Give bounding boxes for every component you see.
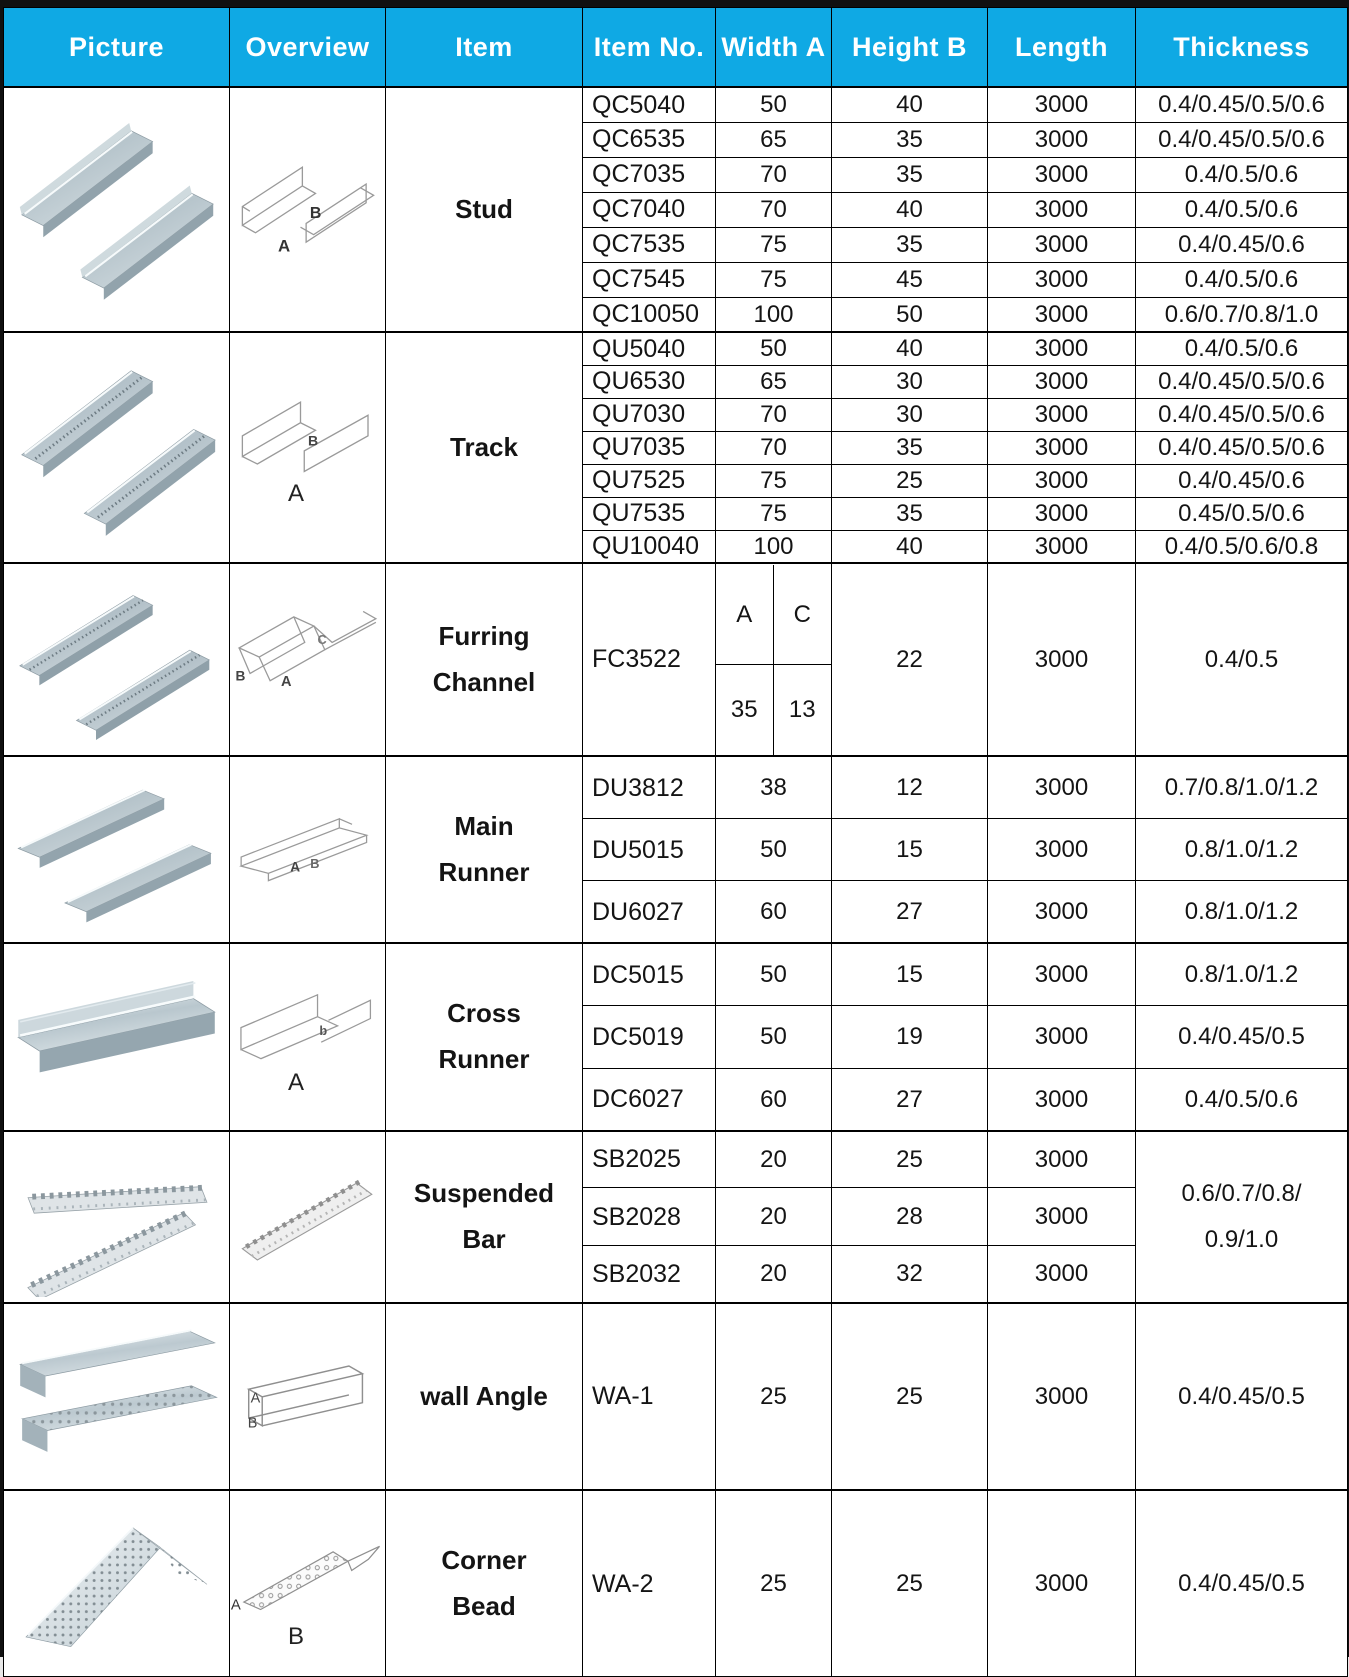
cell-height-b: 22 — [832, 563, 988, 756]
cell-thickness: 0.4/0.45/0.6 — [1136, 227, 1348, 262]
col-header-picture: Picture — [4, 8, 230, 88]
overview-label-c: C — [317, 632, 327, 648]
table-row — [4, 563, 1348, 756]
cell-item-no: DU5015 — [583, 819, 716, 881]
cell-item-no: FC3522 — [583, 563, 716, 756]
table-row — [4, 332, 1348, 365]
cell-thickness: 0.4/0.45/0.5/0.6 — [1136, 365, 1348, 398]
cell-height-b: 25 — [832, 1490, 988, 1677]
stud-overview-drawing — [233, 148, 383, 266]
header-row — [4, 8, 1348, 88]
col-header-overview: Overview — [230, 8, 386, 88]
cell-item-no: DC6027 — [583, 1068, 716, 1130]
cell-length: 3000 — [988, 1188, 1136, 1245]
cell-length: 3000 — [988, 1490, 1136, 1677]
table-row — [4, 1490, 1348, 1677]
cell-length: 3000 — [988, 943, 1136, 1005]
cell-height-b: 25 — [832, 464, 988, 497]
cell-thickness: 0.4/0.45/0.5 — [1136, 1303, 1348, 1490]
cell-item-no: QU7535 — [583, 497, 716, 530]
cell-thickness: 0.8/1.0/1.2 — [1136, 881, 1348, 943]
cell-width-a: 50 — [716, 1006, 832, 1068]
cell-width-a-subtable — [716, 563, 832, 756]
section-suspended-bar — [4, 1131, 1348, 1303]
corner-bead-photo-image — [12, 1491, 222, 1671]
overview-label-a: A — [250, 1390, 261, 1407]
cell-length: 3000 — [988, 1303, 1136, 1490]
cell-height-b: 30 — [832, 398, 988, 431]
cell-item-no: QC7545 — [583, 262, 716, 297]
cell-height-b: 35 — [832, 431, 988, 464]
wall-angle-photo — [4, 1303, 230, 1490]
col-header-height-b: Height B — [832, 8, 988, 88]
overview-label-b: B — [235, 668, 246, 684]
cell-item-no: QC5040 — [583, 87, 716, 122]
cell-height-b: 40 — [832, 530, 988, 563]
table-header — [4, 8, 1348, 88]
col-header-thickness: Thickness — [1136, 8, 1348, 88]
col-header-item: Item — [386, 8, 583, 88]
cell-height-b: 50 — [832, 297, 988, 332]
main-runner-photo — [4, 756, 230, 943]
track-photo-image — [12, 347, 222, 543]
wall-angle-overview — [230, 1303, 386, 1490]
cell-height-b: 30 — [832, 365, 988, 398]
stud-overview — [230, 87, 386, 332]
cell-length: 3000 — [988, 122, 1136, 157]
cell-height-b: 45 — [832, 262, 988, 297]
stud-photo — [4, 87, 230, 332]
cell-item-no: SB2028 — [583, 1188, 716, 1245]
overview-label-b: b — [319, 1022, 328, 1038]
cell-length: 3000 — [988, 192, 1136, 227]
overview-caption-a: A — [288, 480, 305, 508]
cell-width-a: 50 — [716, 819, 832, 881]
item-name: Stud — [386, 87, 583, 332]
wall-angle-photo-image — [12, 1304, 222, 1484]
cell-item-no: QU7035 — [583, 431, 716, 464]
item-name: Suspended Bar — [386, 1131, 583, 1303]
cell-height-b: 12 — [832, 756, 988, 818]
cell-length: 3000 — [988, 87, 1136, 122]
cell-height-b: 15 — [832, 943, 988, 1005]
overview-label-b: B — [247, 1415, 258, 1432]
overview-caption-b: B — [288, 1623, 305, 1651]
cell-width-a: 20 — [716, 1188, 832, 1245]
cell-length: 3000 — [988, 227, 1136, 262]
cell-width-a: 25 — [716, 1490, 832, 1677]
cell-height-b: 40 — [832, 87, 988, 122]
cell-thickness: 0.4/0.5/0.6 — [1136, 192, 1348, 227]
subgrid-c-header: C — [774, 565, 832, 666]
cell-item-no: QC7035 — [583, 157, 716, 192]
cell-length: 3000 — [988, 819, 1136, 881]
cell-thickness: 0.4/0.5 — [1136, 563, 1348, 756]
cell-thickness: 0.4/0.45/0.5 — [1136, 1490, 1348, 1677]
cell-item-no: QC10050 — [583, 297, 716, 332]
overview-label-b: B — [310, 856, 320, 872]
cell-length: 3000 — [988, 262, 1136, 297]
cell-width-a: 20 — [716, 1245, 832, 1302]
cell-length: 3000 — [988, 1068, 1136, 1130]
cell-width-a: 50 — [716, 943, 832, 1005]
suspended-bar-overview — [230, 1131, 386, 1303]
cell-thickness: 0.4/0.45/0.5/0.6 — [1136, 87, 1348, 122]
subgrid-a-header: A — [716, 565, 774, 666]
cell-thickness: 0.4/0.5/0.6 — [1136, 1068, 1348, 1130]
cell-length: 3000 — [988, 756, 1136, 818]
cell-thickness: 0.8/1.0/1.2 — [1136, 943, 1348, 1005]
cell-length: 3000 — [988, 157, 1136, 192]
section-track — [4, 332, 1348, 563]
cell-item-no: QU6530 — [583, 365, 716, 398]
cell-item-no: WA-2 — [583, 1490, 716, 1677]
section-cross-runner — [4, 943, 1348, 1130]
cell-item-no: QC7040 — [583, 192, 716, 227]
cell-item-no: DC5019 — [583, 1006, 716, 1068]
cell-thickness: 0.4/0.5/0.6/0.8 — [1136, 530, 1348, 563]
cell-thickness: 0.4/0.5/0.6 — [1136, 157, 1348, 192]
cell-height-b: 35 — [832, 122, 988, 157]
cell-length: 3000 — [988, 1006, 1136, 1068]
cell-length: 3000 — [988, 530, 1136, 563]
cell-item-no: QU7030 — [583, 398, 716, 431]
cell-length: 3000 — [988, 398, 1136, 431]
cell-width-a: 70 — [716, 192, 832, 227]
overview-label-a: A — [290, 859, 301, 875]
item-name: wall Angle — [386, 1303, 583, 1490]
overview-label-a: A — [277, 236, 290, 256]
track-overview-drawing — [233, 387, 383, 481]
cell-item-no: DU6027 — [583, 881, 716, 943]
item-name: Corner Bead — [386, 1490, 583, 1677]
table-row — [4, 1131, 1348, 1188]
cell-length: 3000 — [988, 497, 1136, 530]
cell-width-a: 100 — [716, 530, 832, 563]
cell-height-b: 35 — [832, 497, 988, 530]
cell-width-a: 50 — [716, 87, 832, 122]
cell-item-no: SB2025 — [583, 1131, 716, 1188]
cell-width-a: 75 — [716, 497, 832, 530]
corner-bead-overview — [230, 1490, 386, 1677]
cell-thickness: 0.4/0.5/0.6 — [1136, 262, 1348, 297]
cross-runner-photo — [4, 943, 230, 1130]
section-stud — [4, 87, 1348, 332]
subgrid-a-value: 35 — [716, 665, 774, 754]
item-name: Track — [386, 332, 583, 563]
furring-photo-image — [12, 564, 222, 750]
cell-height-b: 25 — [832, 1303, 988, 1490]
overview-label-a: A — [281, 674, 292, 691]
furring-overview-drawing — [230, 602, 385, 712]
section-furring-channel — [4, 563, 1348, 756]
col-header-width-a: Width A — [716, 8, 832, 88]
section-wall-angle — [4, 1303, 1348, 1490]
furring-photo — [4, 563, 230, 756]
cell-width-a: 75 — [716, 464, 832, 497]
cell-length: 3000 — [988, 1131, 1136, 1188]
cell-height-b: 25 — [832, 1131, 988, 1188]
col-header-item-no: Item No. — [583, 8, 716, 88]
cross-runner-photo-image — [12, 944, 222, 1124]
spec-table — [3, 7, 1348, 1677]
main-runner-overview-drawing — [230, 797, 385, 897]
suspended-bar-overview-drawing — [233, 1162, 383, 1266]
cell-length: 3000 — [988, 365, 1136, 398]
cell-length: 3000 — [988, 431, 1136, 464]
cell-height-b: 27 — [832, 881, 988, 943]
cell-width-a: 70 — [716, 157, 832, 192]
cell-height-b: 35 — [832, 157, 988, 192]
cell-item-no: QU5040 — [583, 332, 716, 365]
cell-width-a: 70 — [716, 398, 832, 431]
cell-thickness: 0.4/0.45/0.5/0.6 — [1136, 398, 1348, 431]
cell-item-no: DC5015 — [583, 943, 716, 1005]
cell-height-b: 40 — [832, 332, 988, 365]
corner-bead-overview-drawing — [230, 1516, 386, 1624]
cell-width-a: 60 — [716, 881, 832, 943]
cell-width-a: 65 — [716, 365, 832, 398]
cell-height-b: 15 — [832, 819, 988, 881]
cell-thickness: 0.8/1.0/1.2 — [1136, 819, 1348, 881]
stud-photo-image — [12, 109, 222, 305]
cell-width-a: 60 — [716, 1068, 832, 1130]
overview-caption-a: A — [288, 1068, 305, 1096]
cell-item-no: QU10040 — [583, 530, 716, 563]
track-overview — [230, 332, 386, 563]
corner-bead-photo — [4, 1490, 230, 1677]
cell-length: 3000 — [988, 332, 1136, 365]
cell-height-b: 19 — [832, 1006, 988, 1068]
overview-label-b: B — [309, 204, 321, 222]
cell-thickness: 0.7/0.8/1.0/1.2 — [1136, 756, 1348, 818]
cell-width-a: 25 — [716, 1303, 832, 1490]
cell-width-a: 75 — [716, 262, 832, 297]
cell-thickness: 0.4/0.45/0.6 — [1136, 464, 1348, 497]
cell-item-no: QU7525 — [583, 464, 716, 497]
overview-label-a: A — [230, 1597, 241, 1614]
col-header-length: Length — [988, 8, 1136, 88]
cell-thickness: 0.4/0.5/0.6 — [1136, 332, 1348, 365]
furring-overview — [230, 563, 386, 756]
cell-item-no: DU3812 — [583, 756, 716, 818]
item-name: Cross Runner — [386, 943, 583, 1130]
cell-width-a: 70 — [716, 431, 832, 464]
item-name: Main Runner — [386, 756, 583, 943]
cell-item-no: QC6535 — [583, 122, 716, 157]
cell-length: 3000 — [988, 1245, 1136, 1302]
cell-width-a: 38 — [716, 756, 832, 818]
cell-thickness: 0.6/0.7/0.8/1.0 — [1136, 297, 1348, 332]
thickness-line-1: 0.6/0.7/0.8/ — [1181, 1180, 1302, 1208]
cell-length: 3000 — [988, 464, 1136, 497]
cross-runner-overview — [230, 943, 386, 1130]
cross-runner-overview-drawing — [230, 978, 385, 1070]
cell-thickness: 0.4/0.45/0.5/0.6 — [1136, 431, 1348, 464]
track-photo — [4, 332, 230, 563]
cell-width-a: 20 — [716, 1131, 832, 1188]
cell-thickness-merged — [1136, 1131, 1348, 1303]
subgrid-c-value: 13 — [788, 696, 816, 724]
cell-thickness: 0.45/0.5/0.6 — [1136, 497, 1348, 530]
table-row — [4, 756, 1348, 818]
cell-item-no: WA-1 — [583, 1303, 716, 1490]
table-row — [4, 87, 1348, 122]
cell-width-a: 65 — [716, 122, 832, 157]
thickness-line-2: 0.9/1.0 — [1204, 1225, 1279, 1253]
main-runner-overview — [230, 756, 386, 943]
cell-height-b: 28 — [832, 1188, 988, 1245]
suspended-bar-photo-image — [12, 1132, 222, 1297]
cell-width-a: 50 — [716, 332, 832, 365]
cell-width-a: 75 — [716, 227, 832, 262]
cell-height-b: 40 — [832, 192, 988, 227]
cell-length: 3000 — [988, 297, 1136, 332]
cell-thickness: 0.4/0.45/0.5 — [1136, 1006, 1348, 1068]
width-a-subgrid — [716, 565, 831, 755]
main-runner-photo-image — [12, 757, 222, 937]
cell-height-b: 35 — [832, 227, 988, 262]
table-row — [4, 1303, 1348, 1490]
cell-length: 3000 — [988, 881, 1136, 943]
item-name: Furring Channel — [386, 563, 583, 756]
cell-length: 3000 — [988, 563, 1136, 756]
wall-angle-overview-drawing — [235, 1341, 380, 1447]
cell-width-a: 100 — [716, 297, 832, 332]
cell-height-b: 27 — [832, 1068, 988, 1130]
cell-thickness: 0.4/0.45/0.5/0.6 — [1136, 122, 1348, 157]
table-row — [4, 943, 1348, 1005]
cell-item-no: QC7535 — [583, 227, 716, 262]
cell-height-b: 32 — [832, 1245, 988, 1302]
section-main-runner — [4, 756, 1348, 943]
section-corner-bead — [4, 1490, 1348, 1677]
cell-item-no: SB2032 — [583, 1245, 716, 1302]
overview-label-b: B — [307, 432, 318, 449]
suspended-bar-photo — [4, 1131, 230, 1303]
